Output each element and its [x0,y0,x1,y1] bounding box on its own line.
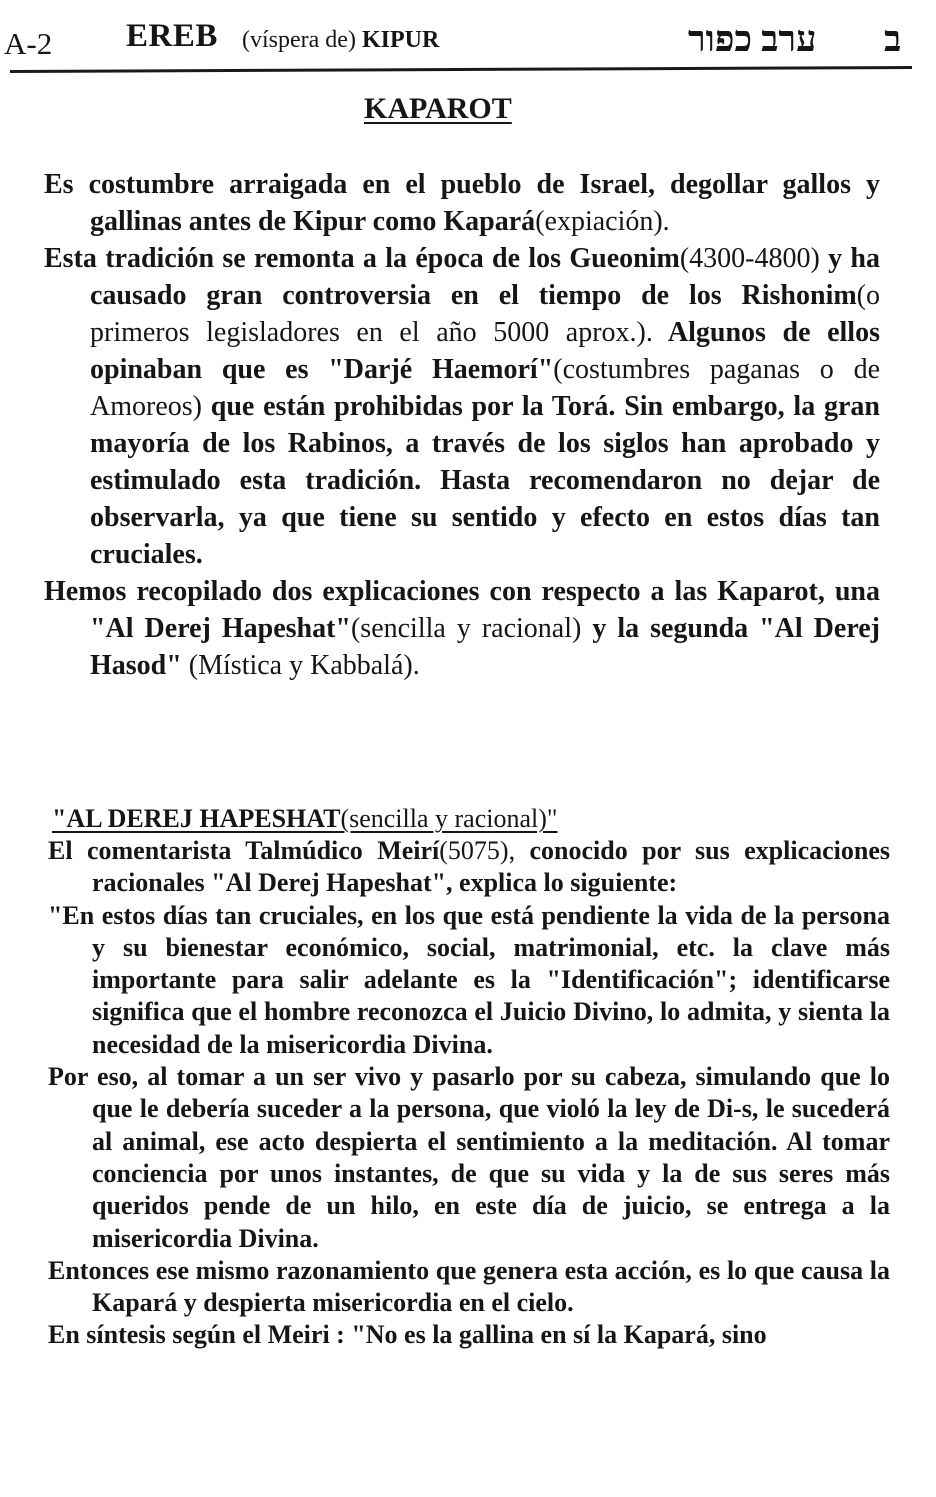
intro-text-block [44,166,880,684]
section-title: KAPAROT [364,92,512,125]
peshat-paragraph-4 [48,1255,890,1320]
peshat-paragraph-5-text: En síntesis según el Meiri : "No es la gallina en sí la Kapará, sino [48,1320,767,1350]
peshat-paragraph-5 [48,1319,890,1351]
header-subtitle-paren: (víspera de) [242,27,356,53]
subsection-title-bold: "AL DEREJ HAPESHAT [52,804,341,833]
header-rule [10,66,912,73]
paragraph-2 [44,240,880,573]
peshat-paragraph-3-text: Por eso, al tomar a un ser vivo y pasarlo por su cabeza, simulando que lo que le debería suceder a la persona, que violó la ley de Di-s, le sucederá al animal, ese acto despierta el sentimiento a la meditación. Al tomar conciencia por unos instantes, de que su vida y la de sus seres más queridos pende de un hilo, en este día de juicio, se entrega a la misericordia Divina. [48,1062,890,1253]
paragraph-1-normal: (expiación). [535,206,670,237]
paragraph-2-bold-4: que están prohibidas por la Torá. Sin embargo, la gran mayoría de los Rabinos, a través de los siglos han aprobado y estimulado esta tradición. Hasta recomendaron no dejar de observarla, ya que tiene su sentido y efecto en estos días tan cruciales. [90,391,880,570]
paragraph-2-normal-2: (o primeros legisladores en el año 5000 aprox.). [90,280,880,348]
subsection-title-normal: (sencilla y racional)" [340,804,558,833]
peshat-paragraph-2-text: "En estos días tan cruciales, en los que está pendiente la vida de la persona y su bienestar económico, social, matrimonial, etc. la clave más importante para salir adelante es la "Identificación"; identificarse significa que el hombre reconozca el Juicio Divino, lo admita, y sienta la necesidad de la misericordia Divina. [48,900,890,1059]
paragraph-2-bold-3: Algunos de ellos opinaban que es "Darjé Haemorí" [90,317,880,385]
subsection-title [52,803,890,835]
header-subtitle-kipur: KIPUR [361,27,440,53]
peshat-paragraph-1-normal: (5075), [439,836,516,865]
page-number: A-2 [4,26,53,61]
peshat-paragraph-3 [48,1061,890,1255]
peshat-section [48,803,890,1352]
header-subtitle [242,27,439,54]
paragraph-1 [44,166,880,240]
paragraph-2-bold-1: Esta tradición se remonta a la época de los Gueonim [44,243,680,274]
paragraph-2-normal-3: (costumbres paganas o de Amoreos) [90,354,880,422]
peshat-paragraph-4-text: Entonces ese mismo razonamiento que genera esta acción, es lo que causa la Kapará y despierta misericordia en el cielo. [48,1255,890,1318]
paragraph-3 [44,573,880,684]
paragraph-3-normal-1: (sencilla y racional) [350,613,582,644]
header-hebrew-page-letter: ב [884,19,902,59]
paragraph-2-normal-1: (4300-4800) [679,243,820,274]
header-hebrew-title: ערב כפור [688,19,817,59]
paragraph-2-bold-2: y ha causado gran controversia en el tiempo de los Rishonim [90,243,880,311]
peshat-paragraph-1 [48,835,890,900]
peshat-paragraph-1-bold-2: conocido por sus explicaciones racionales "Al Derej Hapeshat", explica lo siguiente: [92,836,890,898]
paragraph-3-bold-2: y la segunda "Al Derej Hasod" [90,613,881,681]
peshat-paragraph-2 [48,900,890,1061]
header-title-ereb: EREB [126,18,218,54]
peshat-paragraph-1-bold-1: El comentarista Talmúdico Meirí [48,836,440,865]
paragraph-1-bold: Es costumbre arraigada en el pueblo de Israel, degollar gallos y gallinas antes de Kipur como Kapará [44,169,880,237]
paragraph-3-normal-2: (Mística y Kabbalá). [181,650,420,681]
running-header [0,0,936,80]
paragraph-3-bold-1: Hemos recopilado dos explicaciones con respecto a las Kaparot, una "Al Derej Hapeshat" [44,576,880,644]
